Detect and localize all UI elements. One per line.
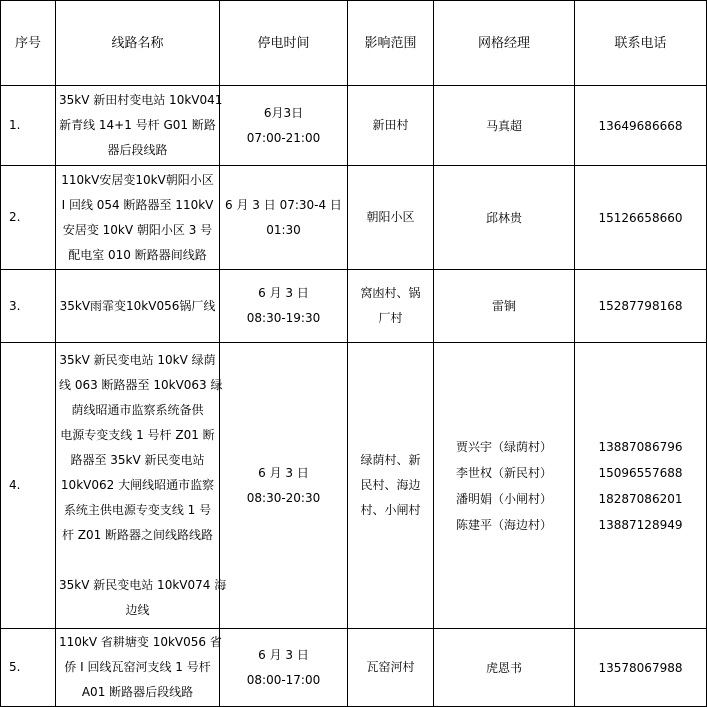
- line-name-line: 配电室 010 断路器间线路: [68, 247, 207, 262]
- line-name-line: 路器至 35kV 新民变电站: [70, 453, 205, 467]
- grid-manager-line: 邱林贵: [485, 210, 522, 225]
- phone-line: 13887086796: [598, 439, 683, 454]
- affected-area-cell: [348, 86, 434, 166]
- line-name-line: 器后段线路: [107, 143, 168, 157]
- line-name-line: 35kV 新田村变电站 10kV041: [59, 93, 223, 107]
- table-row: [1, 166, 707, 270]
- outage-time-line: 01:30: [266, 222, 301, 237]
- line-name-line: 电源专变支线 1 号杆 Z01 断: [60, 428, 215, 442]
- line-name-line: 边线: [125, 603, 150, 617]
- line-name-line: 35kV 新民变电站 10kV074 海: [59, 578, 227, 592]
- outage-time-line: 08:30-19:30: [246, 311, 321, 325]
- row-index: 1.: [1, 86, 56, 166]
- line-name-line: 35kV雨霏变10kV056锅厂线: [59, 298, 216, 313]
- affected-area-line: 厂村: [378, 311, 403, 325]
- line-name-line: 侨 I 回线瓦窑河支线 1 号杆: [64, 660, 211, 674]
- line-name-line: [59, 548, 216, 573]
- line-name-cell: [56, 629, 220, 707]
- table-row: [1, 629, 707, 707]
- outage-time-line: 07:00-21:00: [246, 130, 321, 145]
- grid-manager-line: 马真超: [485, 118, 522, 133]
- header-line-name: 线路名称: [56, 1, 220, 86]
- outage-time-line: 6 月 3 日: [258, 286, 309, 300]
- row-index: 5.: [1, 629, 56, 707]
- affected-area-line: 窝凼村、锅: [360, 286, 421, 300]
- line-name-line: I 回线 054 断路器至 110kV: [61, 197, 214, 212]
- affected-area-line: 新田村: [372, 118, 409, 132]
- phone-line: 15287798168: [598, 299, 683, 313]
- outage-time-cell: [220, 166, 348, 270]
- grid-manager-line: 李世权（新民村）: [455, 465, 552, 480]
- line-name-cell: [56, 343, 227, 629]
- phone-cell: [575, 629, 707, 707]
- outage-time-cell: [220, 343, 348, 629]
- grid-manager-line: 雷锏: [491, 299, 516, 313]
- line-name-line: 新青线 14+1 号杆 G01 断路: [59, 118, 216, 132]
- line-name-line: 荫线昭通市监察系统备供: [71, 403, 204, 417]
- line-name-line: 线 063 断路器至 10kV063 绿: [59, 378, 223, 392]
- affected-area-cell: [348, 270, 434, 343]
- header-affected-area: 影响范围: [348, 1, 434, 86]
- phone-cell: [575, 166, 707, 270]
- outage-time-cell: [220, 86, 348, 166]
- line-name-line: 系统主供电源专变支线 1 号: [63, 503, 212, 517]
- grid-manager-line: 陈建平（海边村）: [455, 517, 552, 532]
- line-name-line: 10kV062 大闸线昭通市监察: [60, 478, 215, 492]
- grid-manager-line: 虎恩书: [485, 660, 522, 675]
- line-name-cell: [56, 86, 223, 166]
- line-name-cell: [56, 270, 220, 343]
- line-name-cell: [56, 166, 220, 270]
- header-index: 序号: [1, 1, 56, 86]
- outage-time-line: 6 月 3 日 07:30-4 日: [225, 197, 342, 212]
- phone-cell: [575, 270, 707, 343]
- row-index: 3.: [1, 270, 56, 343]
- affected-area-line: 瓦窑河村: [366, 660, 415, 674]
- line-name-line: 安居变 10kV 朝阳小区 3 号: [62, 222, 213, 237]
- grid-manager-cell: [434, 86, 575, 166]
- outage-time-cell: [220, 270, 348, 343]
- phone-line: 18287086201: [598, 491, 683, 506]
- header-row: [1, 1, 707, 86]
- grid-manager-cell: [434, 166, 575, 270]
- affected-area-cell: [348, 166, 434, 270]
- header-phone: 联系电话: [575, 1, 707, 86]
- phone-line: 15096557688: [598, 465, 683, 480]
- row-index: 2.: [1, 166, 56, 270]
- affected-area-line: 民村、海边: [360, 478, 421, 492]
- outage-time-cell: [220, 629, 348, 707]
- affected-area-cell: [348, 629, 434, 707]
- row-index: 4.: [1, 343, 56, 629]
- affected-area-cell: [348, 343, 434, 629]
- grid-manager-cell: [434, 270, 575, 343]
- phone-cell: [575, 343, 707, 629]
- table-row: [1, 343, 707, 629]
- grid-manager-line: 贾兴宇（绿荫村）: [455, 439, 552, 454]
- outage-time-line: 6 月 3 日: [258, 465, 309, 480]
- header-grid-manager: 网格经理: [434, 1, 575, 86]
- outage-time-line: 6 月 3 日: [258, 647, 309, 662]
- outage-time-line: 08:00-17:00: [246, 672, 321, 687]
- affected-area-line: 村、小闸村: [360, 503, 421, 517]
- phone-line: 13887128949: [598, 517, 683, 532]
- outage-time-line: 08:30-20:30: [246, 490, 321, 505]
- table-row: [1, 86, 707, 166]
- phone-line: 15126658660: [598, 210, 683, 225]
- line-name-line: 杆 Z01 断路器之间线路线路: [61, 528, 214, 542]
- line-name-line: A01 断路器后段线路: [81, 685, 194, 699]
- phone-line: 13649686668: [598, 118, 683, 133]
- outage-time-line: 6月3日: [263, 105, 304, 120]
- header-outage-time: 停电时间: [220, 1, 348, 86]
- line-name-line: 110kV安居变10kV朝阳小区: [61, 172, 214, 187]
- grid-manager-cell: [434, 629, 575, 707]
- line-name-line: 35kV 新民变电站 10kV 绿荫: [59, 353, 216, 367]
- table-row: [1, 270, 707, 343]
- grid-manager-cell: [434, 343, 575, 629]
- phone-line: 13578067988: [598, 660, 683, 675]
- grid-manager-line: 潘明娟（小闸村）: [455, 491, 552, 506]
- affected-area-line: 绿荫村、新: [360, 453, 421, 467]
- phone-cell: [575, 86, 707, 166]
- affected-area-line: 朝阳小区: [366, 210, 415, 224]
- line-name-line: 110kV 省耕塘变 10kV056 省: [59, 635, 222, 649]
